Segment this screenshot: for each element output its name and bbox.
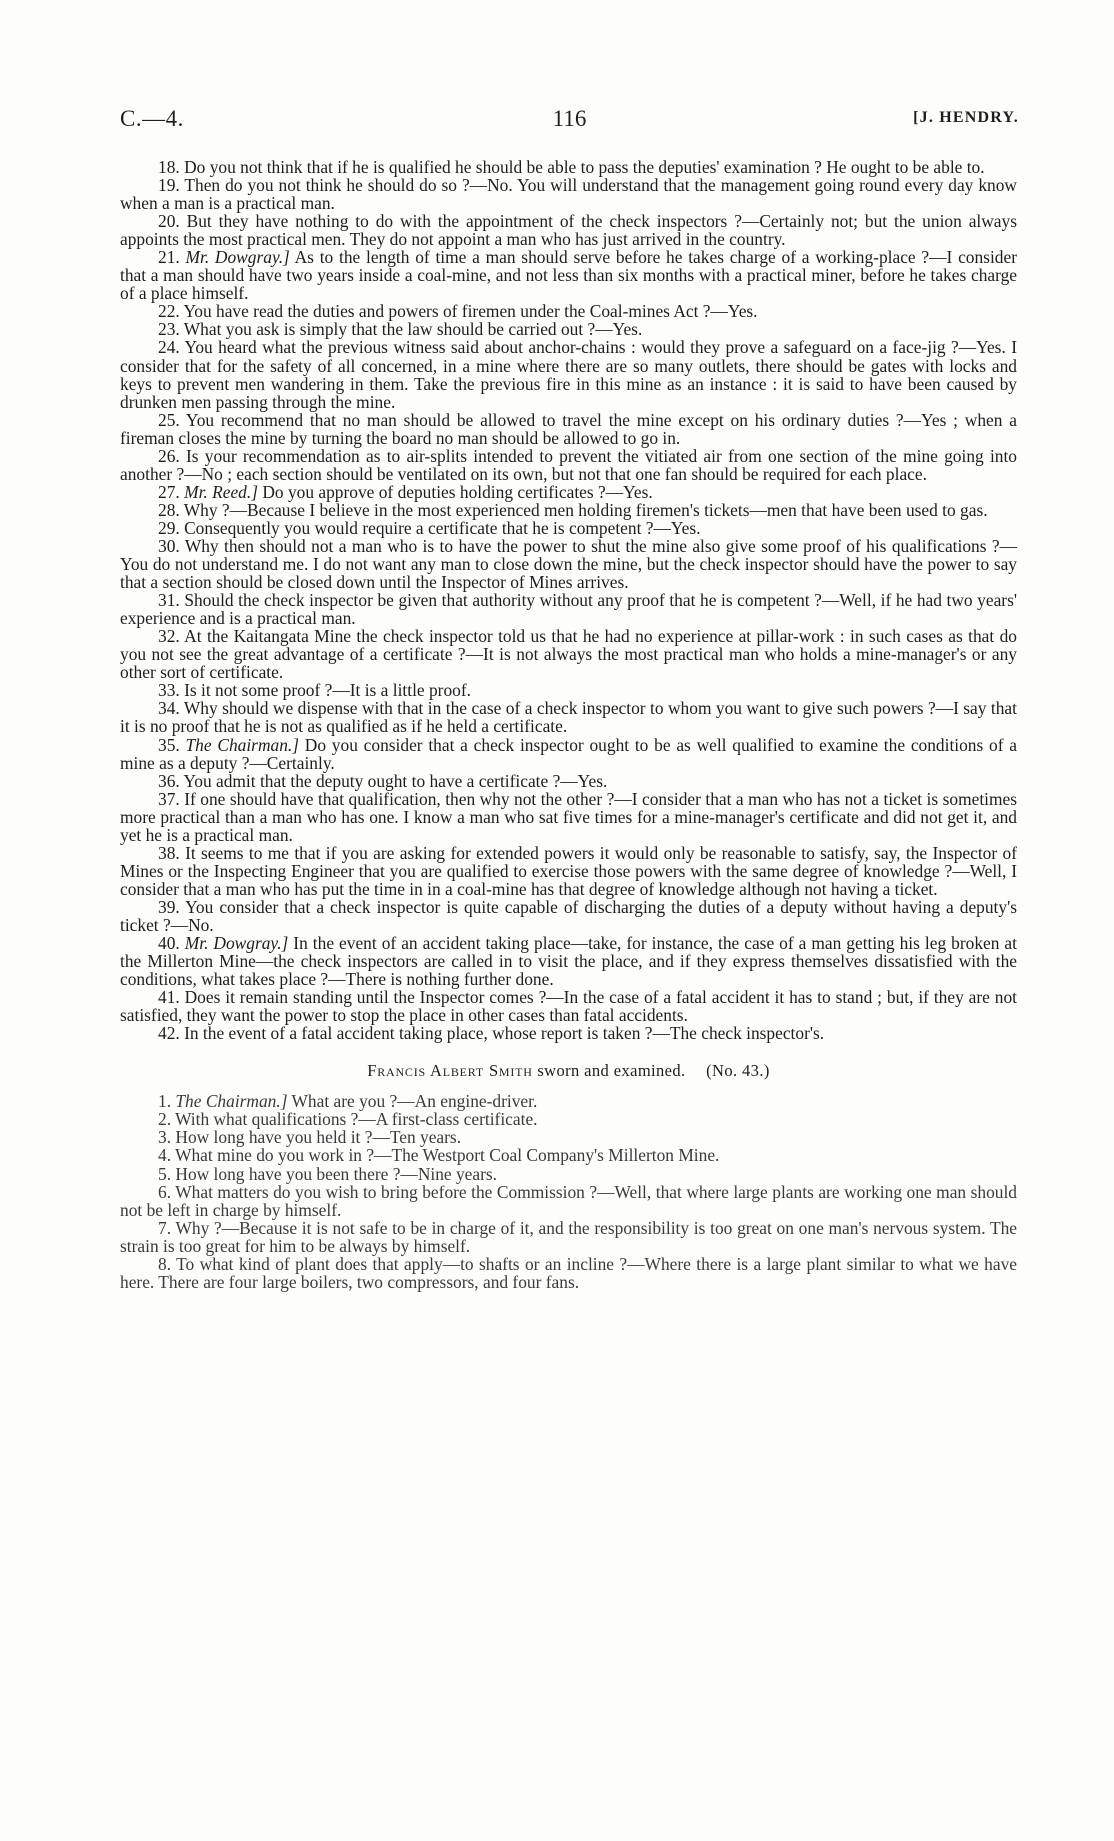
question-paragraph xyxy=(120,483,1017,501)
question-paragraph: 2. With what qualifications ?—A first-class certificate. xyxy=(158,1109,538,1130)
question-number: 27. xyxy=(158,481,185,502)
question-paragraph: 25. You recommend that no man should be allowed to travel the mine except on his ordinary duties ?—Yes ; when a fireman closes the mine by turning the board no man should be allowed to go in. xyxy=(120,409,1017,448)
speaker-lead: Mr. Dowgray.] xyxy=(184,933,289,954)
question-paragraph: 19. Then do you not think he should do so ?—No. You will understand that the management going round every day know when a man is a practical man. xyxy=(120,175,1017,214)
question-number: 1. xyxy=(158,1091,176,1112)
question-paragraph: 6. What matters do you wish to bring before the Commission ?—Well, that where large plants are working one man should not be left in charge by himself. xyxy=(120,1181,1017,1220)
question-number: 40. xyxy=(158,933,185,954)
question-paragraph: 5. How long have you been there ?—Nine years. xyxy=(158,1163,498,1184)
question-paragraph: 42. In the event of a fatal accident taking place, whose report is taken ?—The check inspector's. xyxy=(158,1023,825,1044)
witness-name: [J. HENDRY. xyxy=(913,109,1019,126)
question-paragraph: 3. How long have you held it ?—Ten years. xyxy=(158,1127,462,1148)
question-paragraph: 26. Is your recommendation as to air-splits intended to prevent the vitiated air from one section of the mine going into another ?—No ; each section should be ventilated on its own, but not that one fan should be required for each place. xyxy=(120,445,1017,484)
speaker-lead: The Chairman.] xyxy=(175,1091,288,1112)
question-text: Do you approve of deputies holding certificates ?—Yes. xyxy=(258,481,653,502)
question-paragraph: 38. It seems to me that if you are asking for extended powers it would only be reasonable to satisfy, say, the Inspector of Mines or the Inspecting Engineer that you are qualified to exercise those powers with the same degree of knowledge ?—Well, I consider that a man who has put the time in in a coal-mine has that degree of knowledge although not having a ticket. xyxy=(120,842,1017,899)
question-text: What are you ?—An engine-driver. xyxy=(287,1091,538,1112)
testimony-part-2 xyxy=(120,1092,1017,1291)
speaker-lead: Mr. Dowgray.] xyxy=(185,247,290,268)
question-paragraph: 28. Why ?—Because I believe in the most experienced men holding firemen's tickets—men that have been used to gas. xyxy=(158,499,988,520)
question-paragraph xyxy=(120,1092,1017,1110)
question-paragraph: 30. Why then should not a man who is to have the power to shut the mine also give some proof of his qualifications ?—You do not understand me. I do not want any man to close down the mine, but the check inspector should have the power to say that a section should be closed down until the Inspector of Mines arrives. xyxy=(120,535,1017,593)
section-heading xyxy=(120,1062,1017,1080)
question-paragraph: 22. You have read the duties and powers of firemen under the Coal-mines Act ?—Yes. xyxy=(158,301,758,322)
question-paragraph: 24. You heard what the previous witness said about anchor-chains : would they prove a safeguard on a face-jig ?—Yes. I consider that for the safety of all concerned, in a mine where there are so many outlets, there should be gates with locks and keys to prevent men wandering in them. Take the previous fire in this mine as an instance : it is said to have been caused by drunken men passing through the mine. xyxy=(120,337,1017,412)
question-paragraph: 41. Does it remain standing until the Inspector comes ?—In the case of a fatal accident it has to stand ; but, if they are not satisfied, they want the power to stop the place in other cases than fatal accidents. xyxy=(120,987,1017,1026)
question-paragraph: 4. What mine do you work in ?—The Westport Coal Company's Millerton Mine. xyxy=(158,1145,720,1166)
question-paragraph xyxy=(120,934,1017,988)
question-paragraph: 37. If one should have that qualification, then why not the other ?—I consider that a man who has not a ticket is sometimes more practical than a man who has one. I know a man who sat five times for a mine-manager's certificate and did not get it, and yet he is a practical man. xyxy=(120,788,1017,845)
question-text: Do you consider that a check inspector ought to be as well qualified to examine the conditions of a mine as a deputy ?—Certainly. xyxy=(120,734,1018,773)
question-text: As to the length of time a man should serve before he takes charge of a working-place ?—I consider that a man should have two years inside a coal-mine, and not less than six months with a practical miner, before he takes charge of a place himself. xyxy=(120,247,1017,304)
question-paragraph: 7. Why ?—Because it is not safe to be in charge of it, and the responsibility is too great on one man's nervous system. The strain is too great for him to be always by himself. xyxy=(120,1217,1017,1256)
question-paragraph xyxy=(120,736,1017,772)
question-paragraph: 32. At the Kaitangata Mine the check inspector told us that he had no experience at pillar-work : in such cases as that do you not see the great advantage of a certificate ?—It is not always the most practical man who holds a mine-manager's or any other sort of certificate. xyxy=(120,626,1017,683)
question-paragraph: 20. But they have nothing to do with the appointment of the check inspectors ?—Certainly not; but the union always appoints the most practical men. They do not appoint a man who has just arrived in the country. xyxy=(120,211,1017,250)
question-paragraph: 29. Consequently you would require a certificate that he is competent ?—Yes. xyxy=(158,517,701,538)
witness-number: (No. 43.) xyxy=(706,1061,770,1081)
question-paragraph xyxy=(120,248,1017,302)
page-number: 116 xyxy=(552,106,587,131)
question-paragraph: 31. Should the check inspector be given that authority without any proof that he is competent ?—Well, if he had two years' experience and is a practical man. xyxy=(120,590,1017,629)
question-paragraph: 33. Is it not some proof ?—It is a little proof. xyxy=(158,680,471,701)
question-number: 21. xyxy=(158,247,186,268)
speaker-lead: Mr. Reed.] xyxy=(184,481,258,502)
question-number: 35. xyxy=(158,734,186,755)
speaker-lead: The Chairman.] xyxy=(185,734,300,755)
question-paragraph: 39. You consider that a check inspector is quite capable of discharging the duties of a deputy without having a deputy's ticket ?—No. xyxy=(120,896,1017,935)
question-paragraph: 36. You admit that the deputy ought to have a certificate ?—Yes. xyxy=(158,770,608,791)
sworn-text: sworn and examined. xyxy=(537,1061,686,1081)
witness-full-name: Francis Albert Smith xyxy=(367,1061,533,1081)
question-paragraph: 8. To what kind of plant does that apply—to shafts or an incline ?—Where there is a large plant similar to what we have here. There are four large boilers, two compressors, and four fans. xyxy=(120,1253,1017,1292)
testimony-part-1 xyxy=(120,158,1017,1042)
page-body xyxy=(120,158,1017,1291)
question-paragraph: 23. What you ask is simply that the law should be carried out ?—Yes. xyxy=(158,319,643,340)
page-header xyxy=(120,106,1019,136)
question-text: In the event of an accident taking place—take, for instance, the case of a man getting his leg broken at the Millerton Mine—the check inspectors are called in to visit the place, and if they express themselves dissatisfied with the conditions, what takes place ?—There is nothing further done. xyxy=(120,933,1017,990)
document-code: C.—4. xyxy=(120,106,184,131)
question-paragraph: 34. Why should we dispense with that in the case of a check inspector to whom you want to give such powers ?—I say that it is no proof that he is not as qualified as if he held a certificate. xyxy=(120,698,1017,737)
question-paragraph: 18. Do you not think that if he is qualified he should be able to pass the deputies' examination ? He ought to be able to. xyxy=(158,157,985,177)
